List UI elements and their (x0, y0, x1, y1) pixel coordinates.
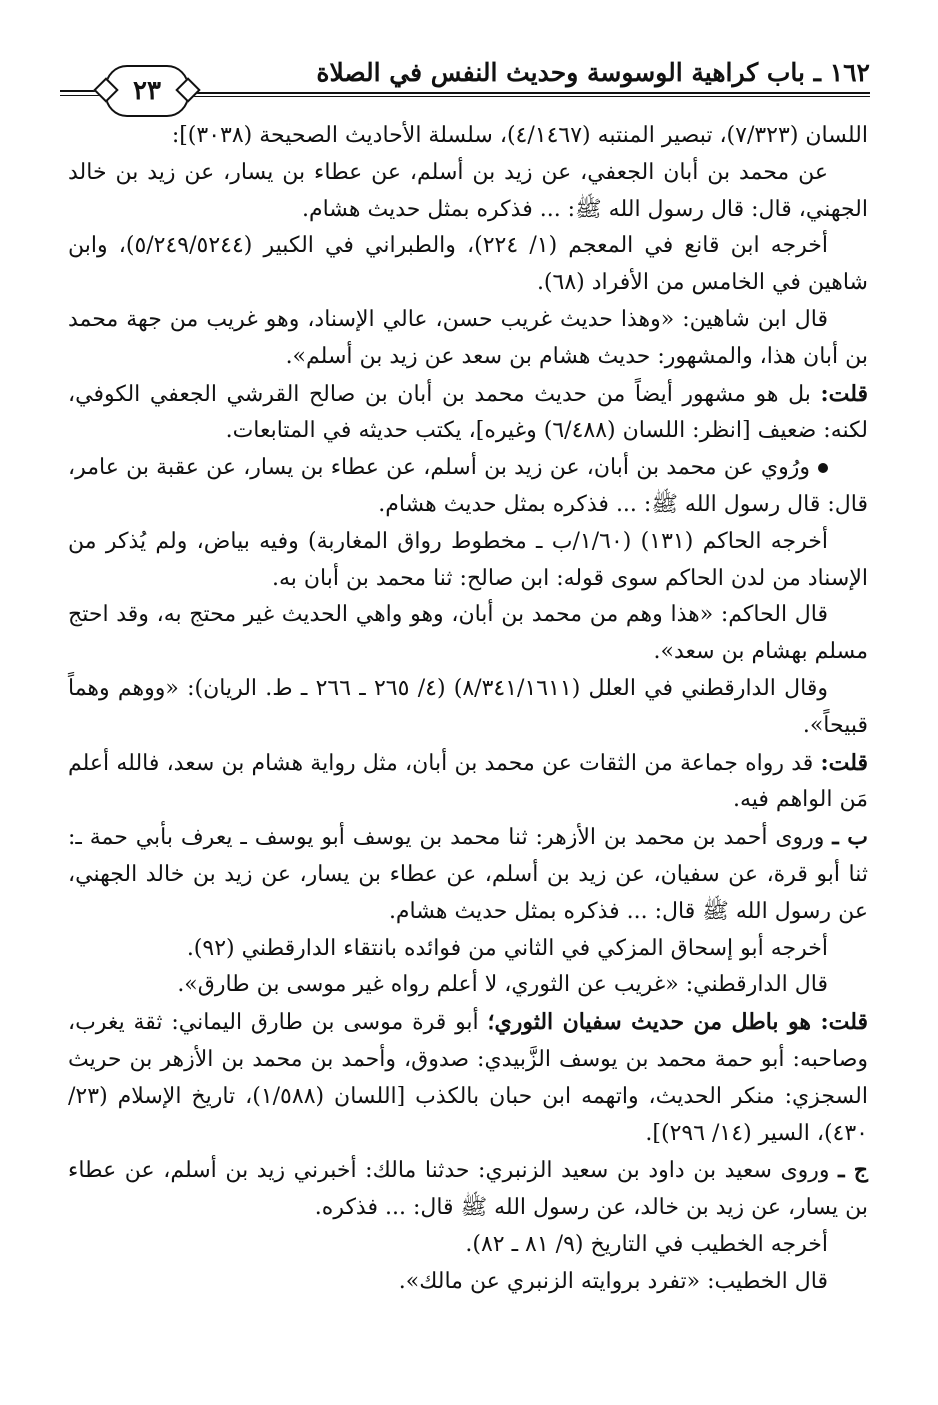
page-header (60, 40, 870, 106)
paragraph-lead: ج ـ (838, 1157, 868, 1184)
page-number-badge (105, 65, 189, 117)
paragraph (68, 819, 868, 930)
paragraph (68, 450, 868, 524)
paragraph-text: أخرجه الحاكم (١٣١) (١/٦٠/ب ـ مخطوط رواق المغاربة) وفيه بياض، ولم يُذكر من الإسناد من لدن الحاكم سوى قوله: ابن صالح: ثنا محمد بن أبان به. (68, 528, 868, 591)
paragraph (68, 118, 868, 155)
header-rule (190, 96, 870, 97)
paragraph (68, 1004, 868, 1152)
paragraph-text: بل هو مشهور أيضاً من حديث محمد بن أبان بن صالح القرشي الجعفي الكوفي، لكنه: ضعيف [انظر: اللسان (٦/٤٨٨) وغيره]، يكتب حديثه في المتابعات. (68, 381, 868, 444)
paragraph-lead: ب ـ (832, 824, 868, 851)
bullet-icon (818, 463, 828, 473)
paragraph-text: أخرجه الخطيب في التاريخ (٩/ ٨١ ـ ٨٢). (465, 1231, 828, 1257)
paragraph (68, 228, 868, 302)
paragraph (68, 967, 868, 1004)
paragraph-text: قال الخطيب: «تفرد بروايته الزنبري عن مالك». (398, 1268, 828, 1294)
running-title: ١٦٢ ـ باب كراهية الوسوسة وحديث النفس في الصلاة (316, 58, 870, 87)
header-rule (190, 92, 870, 94)
paragraph-text: أخرجه ابن قانع في المعجم (١/ ٢٢٤)، والطبراني في الكبير (٥/٢٤٩/٥٢٤٤)، وابن شاهين في الخامس من الأفراد (٦٨). (68, 233, 868, 296)
paragraph (68, 931, 868, 968)
paragraph (68, 524, 868, 598)
paragraph (68, 745, 868, 820)
paragraph (68, 1264, 868, 1301)
paragraph-text: أبو قرة موسى بن طارق اليماني: ثقة يغرب، وصاحبه: أبو حمة محمد بن يوسف الزَّبيدي: صدوق، وأحمد بن محمد بن الأزهر بن حريث السجزي: منكر الحديث، واتهمه ابن حبان بالكذب [اللسان (١/٥٨٨)، تاريخ الإسلام (٢٣/ ٤٣٠)، السير (١٤/ ٢٩٦)]. (68, 1010, 868, 1146)
paragraph-text: اللسان (٧/٣٢٣)، تبصير المنتبه (٤/١٤٦٧)، سلسلة الأحاديث الصحيحة (٣٠٣٨)]: (171, 123, 868, 148)
paragraph-lead: قلت: (820, 749, 868, 776)
header-rule (60, 95, 102, 96)
page-body (68, 118, 868, 1301)
paragraph-text: قال الحاكم: «هذا وهم من محمد بن أبان، وهو واهي الحديث غير محتج به، وقد احتج مسلم بهشام بن سعد». (68, 602, 868, 665)
paragraph-text: وقال الدارقطني في العلل (٨/٣٤١/١٦١١) (٤/ ٢٦٥ ـ ٢٦٦ ـ ط. الريان): «ووهم وهماً قبيحاً». (68, 675, 868, 738)
paragraph (68, 302, 868, 376)
paragraph (68, 671, 868, 745)
paragraph-text: قال ابن شاهين: «وهذا حديث غريب حسن، عالي الإسناد، وهو غريب من جهة محمد بن أبان هذا، والمشهور: حديث هشام بن سعد عن زيد بن أسلم». (68, 306, 868, 369)
paragraph-text: وروى أحمد بن محمد بن الأزهر: ثنا محمد بن يوسف أبو يوسف ـ يعرف بأبي حمة ـ: ثنا أبو قرة، عن سفيان، عن زيد بن أسلم، عن عطاء بن يسار، عن زيد بن خالد الجهني، عن رسول الله ﷺ قال: ... فذكره بمثل حديث هشام. (68, 825, 868, 924)
paragraph (68, 1152, 868, 1227)
paragraph-text: وروى سعيد بن داود بن سعيد الزنبري: حدثنا مالك: أخبرني زيد بن أسلم، عن عطاء بن يسار، عن زيد بن خالد، عن رسول الله ﷺ قال: ... فذكره. (68, 1158, 868, 1221)
paragraph (68, 155, 868, 229)
paragraph-text: أخرجه أبو إسحاق المزكي في الثاني من فوائده بانتقاء الدارقطني (٩٢). (186, 935, 828, 961)
paragraph-text: قال الدارقطني: «غريب عن الثوري، لا أعلم رواه غير موسى بن طارق». (177, 972, 828, 998)
paragraph (68, 597, 868, 671)
page-number: ٢٣ (133, 76, 161, 106)
paragraph-lead: قلت: هو باطل من حديث سفيان الثوري؛ (487, 1009, 868, 1036)
paragraph-lead: قلت: (820, 380, 868, 407)
paragraph (68, 376, 868, 451)
paragraph-text: قد رواه جماعة من الثقات عن محمد بن أبان، مثل رواية هشام بن سعد، فالله أعلم مَن الواهم فيه. (68, 750, 868, 813)
paragraph (68, 1227, 868, 1264)
paragraph-text: ورُوي عن محمد بن أبان، عن زيد بن أسلم، عن عطاء بن يسار، عن عقبة بن عامر، قال: قال رسول الله ﷺ: ... فذكره بمثل حديث هشام. (68, 455, 868, 517)
paragraph-text: عن محمد بن أبان الجعفي، عن زيد بن أسلم، عن عطاء بن يسار، عن زيد بن خالد الجهني، قال: قال رسول الله ﷺ: ... فذكره بمثل حديث هشام. (68, 159, 868, 222)
